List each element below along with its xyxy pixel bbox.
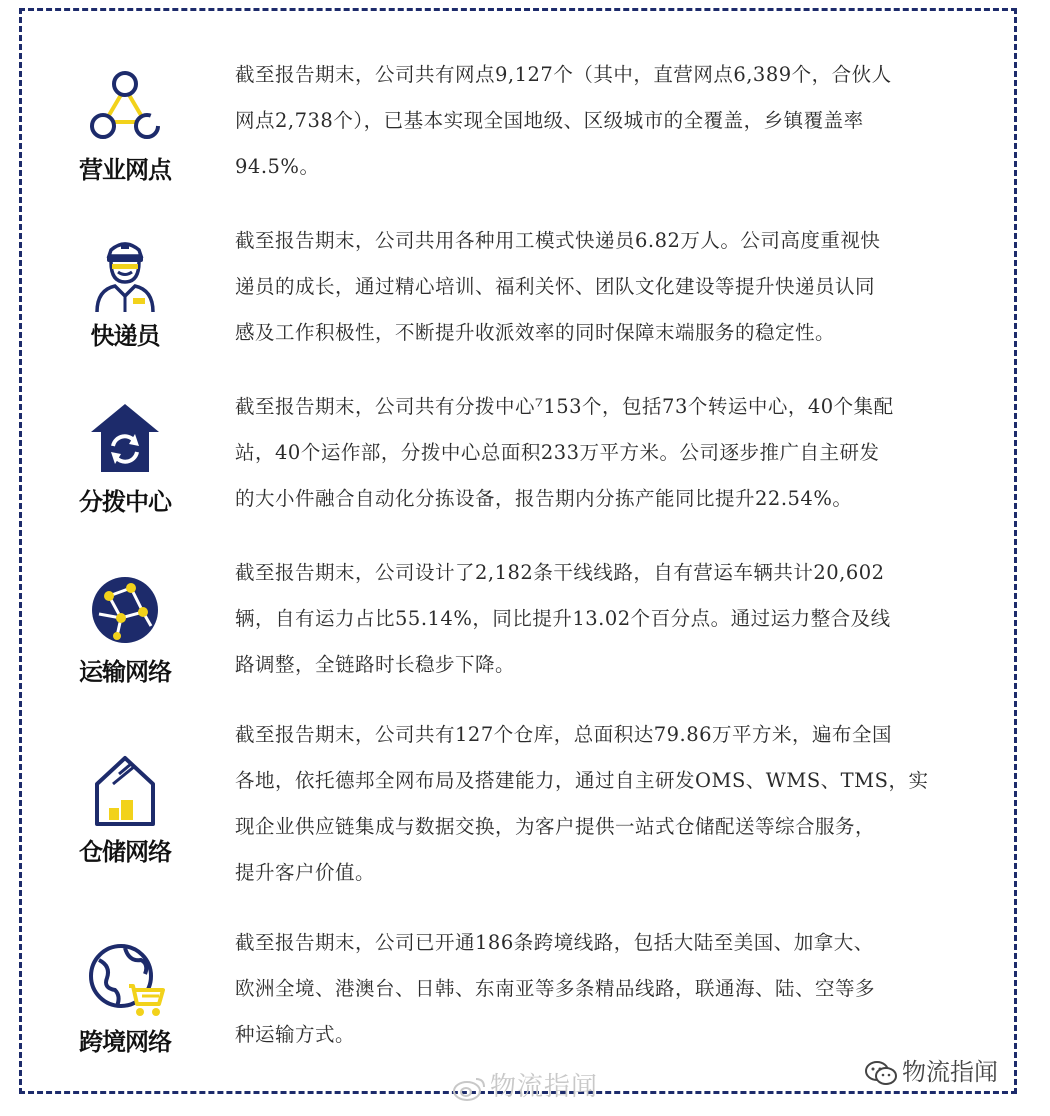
globe-network-icon xyxy=(85,570,165,650)
text-line: 路调整，全链路时长稳步下降。 xyxy=(235,653,516,676)
icon-column xyxy=(60,234,190,351)
network-nodes-icon xyxy=(85,68,165,148)
text-line: 截至报告期末，公司已开通186条跨境线路，包括大陆至美国、加拿大、 xyxy=(235,931,874,954)
section-label: 快递员 xyxy=(90,322,160,350)
icon-column xyxy=(60,400,190,517)
section-paragraph xyxy=(235,712,995,896)
text-line: 各地，依托德邦全网布局及搭建能力，通过自主研发OMS、WMS、TMS，实 xyxy=(235,769,929,792)
text-line: 94.5%。 xyxy=(235,155,320,178)
section-label: 仓储网络 xyxy=(79,838,171,866)
section-label: 跨境网络 xyxy=(79,1028,171,1056)
section-paragraph xyxy=(235,550,995,688)
text-line: 感及工作积极性，不断提升收派效率的同时保障末端服务的稳定性。 xyxy=(235,321,836,344)
icon-column xyxy=(60,68,190,185)
wechat-icon xyxy=(864,1060,898,1086)
text-line: 递员的成长，通过精心培训、福利关怀、团队文化建设等提升快递员认同 xyxy=(235,275,876,298)
section-label: 分拨中心 xyxy=(79,488,171,516)
section-paragraph xyxy=(235,218,995,356)
sorting-center-icon xyxy=(85,400,165,480)
globe-cart-icon xyxy=(85,940,165,1020)
text-line: 提升客户价值。 xyxy=(235,861,376,884)
weibo-icon xyxy=(452,1075,486,1101)
text-line: 站，40个运作部，分拨中心总面积233万平方米。公司逐步推广自主研发 xyxy=(235,441,880,464)
icon-column xyxy=(60,750,190,867)
watermark-text: 物流指闻 xyxy=(490,1072,599,1102)
text-line: 现企业供应链集成与数据交换，为客户提供一站式仓储配送等综合服务， xyxy=(235,815,876,838)
section-label: 营业网点 xyxy=(79,156,171,184)
text-line: 截至报告期末，公司共有网点9,127个（其中，直营网点6,389个，合伙人 xyxy=(235,63,892,86)
text-line: 欧洲全境、港澳台、日韩、东南亚等多条精品线路，联通海、陆、空等多 xyxy=(235,977,876,1000)
text-line: 截至报告期末，公司设计了2,182条干线线路，自有营运车辆共计20,602 xyxy=(235,561,885,584)
brand-text: 物流指闻 xyxy=(902,1058,998,1086)
text-line: 的大小件融合自动化分拣设备，报告期内分拣产能同比提升22.54%。 xyxy=(235,487,853,510)
text-line: 截至报告期末，公司共用各种用工模式快递员6.82万人。公司高度重视快 xyxy=(235,229,881,252)
warehouse-icon xyxy=(85,750,165,830)
text-line: 辆，自有运力占比55.14%，同比提升13.02个百分点。通过运力整合及线 xyxy=(235,607,891,630)
text-line: 截至报告期末，公司共有127个仓库，总面积达79.86万平方米，遍布全国 xyxy=(235,723,893,746)
courier-person-icon xyxy=(85,234,165,314)
text-line: 网点2,738个），已基本实现全国地级、区级城市的全覆盖，乡镇覆盖率 xyxy=(235,109,864,132)
icon-column xyxy=(60,570,190,687)
section-paragraph xyxy=(235,52,995,190)
text-line: 种运输方式。 xyxy=(235,1023,356,1046)
weibo-watermark xyxy=(452,1066,598,1103)
icon-column xyxy=(60,940,190,1057)
text-line: 截至报告期末，公司共有分拨中心⁷153个，包括73个转运中心，40个集配 xyxy=(235,395,894,418)
section-paragraph xyxy=(235,920,995,1058)
wechat-brand xyxy=(860,1050,1002,1089)
section-paragraph xyxy=(235,384,995,522)
section-label: 运输网络 xyxy=(79,658,171,686)
